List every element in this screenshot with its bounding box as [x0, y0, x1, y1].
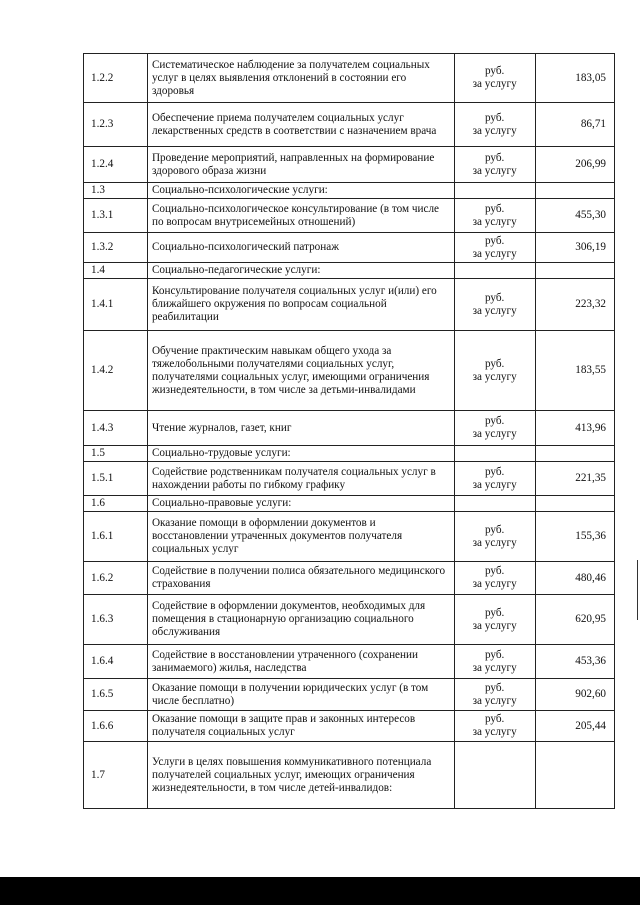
- scan-edge-mark: [637, 560, 638, 620]
- unit-cell: [454, 411, 535, 446]
- unit-per-service: за услугу: [472, 124, 517, 137]
- unit-per-service: за услугу: [472, 78, 517, 90]
- unit-per-service: за услугу: [472, 428, 517, 440]
- unit-cell: [454, 279, 535, 331]
- price-value: 221,35: [535, 462, 614, 496]
- item-number: 1.3.2: [84, 233, 148, 263]
- unit-currency: руб.: [484, 713, 505, 725]
- price-value: [535, 446, 614, 462]
- item-number: 1.3.1: [84, 199, 148, 233]
- services-price-table: [83, 53, 615, 809]
- price-value: [535, 496, 614, 512]
- unit-cell: [454, 199, 535, 233]
- table-row: [84, 711, 615, 742]
- unit-currency: руб.: [484, 681, 505, 694]
- table-row: [84, 54, 615, 103]
- item-number: 1.6.3: [84, 595, 148, 645]
- unit-per-service: за услугу: [472, 478, 517, 491]
- unit-cell: [454, 54, 535, 103]
- unit-cell: [454, 331, 535, 411]
- unit-cell: [454, 446, 535, 462]
- unit-per-service: за услугу: [472, 536, 517, 549]
- service-name: Оказание помощи в оформлении документов и восстановлении утраченных документов получателя социальных услуг: [147, 512, 454, 562]
- table-row: [84, 103, 615, 147]
- item-number: 1.3: [84, 183, 148, 199]
- item-number: 1.6.4: [84, 645, 148, 679]
- price-value: 86,71: [535, 103, 614, 147]
- table-row: [84, 645, 615, 679]
- unit-per-service: за услугу: [472, 619, 517, 632]
- unit-cell: [454, 263, 535, 279]
- table-row: [84, 147, 615, 183]
- table-row: [84, 263, 615, 279]
- table-row: [84, 595, 615, 645]
- unit-per-service: за услугу: [472, 304, 517, 317]
- item-number: 1.6.2: [84, 562, 148, 595]
- unit-currency: руб.: [484, 415, 505, 427]
- price-value: [535, 263, 614, 279]
- service-name: Содействие родственникам получателя социальных услуг в нахождении работы по гибкому графику: [147, 462, 454, 496]
- item-number: 1.2.2: [84, 54, 148, 103]
- unit-currency: руб.: [484, 357, 505, 370]
- item-number: 1.6.1: [84, 512, 148, 562]
- unit-cell: [454, 711, 535, 742]
- service-name: Социально-трудовые услуги:: [147, 446, 454, 462]
- service-name: Социально-психологический патронаж: [147, 233, 454, 263]
- price-value: 183,55: [535, 331, 614, 411]
- price-value: 223,32: [535, 279, 614, 331]
- service-name: Обеспечение приема получателем социальных услуг лекарственных средств в соответствии с назначением врача: [147, 103, 454, 147]
- service-name: Социально-правовые услуги:: [147, 496, 454, 512]
- unit-currency: руб.: [484, 523, 505, 536]
- unit-per-service: за услугу: [472, 370, 517, 383]
- service-name: Услуги в целях повышения коммуникативного потенциала получателей социальных услуг, имеющих ограничения жизнедеятельности, в том числе детей-инвалидов:: [147, 742, 454, 809]
- unit-cell: [454, 496, 535, 512]
- table-row: [84, 199, 615, 233]
- table-row: [84, 496, 615, 512]
- table-row: [84, 512, 615, 562]
- unit-currency: руб.: [484, 565, 505, 577]
- unit-currency: руб.: [484, 65, 505, 77]
- item-number: 1.6: [84, 496, 148, 512]
- service-name: Содействие в восстановлении утраченного (сохранении занимаемого) жилья, наследства: [147, 645, 454, 679]
- item-number: 1.4.1: [84, 279, 148, 331]
- service-name: Содействие в оформлении документов, необходимых для помещения в стационарную организацию социального обслуживания: [147, 595, 454, 645]
- item-number: 1.7: [84, 742, 148, 809]
- service-name: Содействие в получении полиса обязательного медицинского страхования: [147, 562, 454, 595]
- unit-cell: [454, 103, 535, 147]
- unit-per-service: за услугу: [472, 247, 517, 260]
- service-name: Систематическое наблюдение за получателем социальных услуг в целях выявления отклонений в состоянии его здоровья: [147, 54, 454, 103]
- price-value: 902,60: [535, 679, 614, 711]
- scan-bottom-border: [0, 877, 640, 905]
- item-number: 1.2.4: [84, 147, 148, 183]
- price-value: 480,46: [535, 562, 614, 595]
- price-value: 206,99: [535, 147, 614, 183]
- table-body: [84, 54, 615, 809]
- service-name: Социально-педагогические услуги:: [147, 263, 454, 279]
- price-value: 205,44: [535, 711, 614, 742]
- item-number: 1.6.5: [84, 679, 148, 711]
- table-row: [84, 183, 615, 199]
- unit-currency: руб.: [484, 606, 505, 619]
- unit-per-service: за услугу: [472, 164, 517, 177]
- price-value: 306,19: [535, 233, 614, 263]
- item-number: 1.4.2: [84, 331, 148, 411]
- item-number: 1.5.1: [84, 462, 148, 496]
- item-number: 1.5: [84, 446, 148, 462]
- unit-cell: [454, 679, 535, 711]
- service-name: Консультирование получателя социальных услуг и(или) его ближайшего окружения по вопросам социальной реабилитации: [147, 279, 454, 331]
- unit-cell: [454, 595, 535, 645]
- unit-per-service: за услугу: [472, 578, 517, 590]
- table-row: [84, 331, 615, 411]
- price-value: 455,30: [535, 199, 614, 233]
- unit-cell: [454, 512, 535, 562]
- table-row: [84, 562, 615, 595]
- unit-currency: руб.: [484, 234, 505, 247]
- price-value: 183,05: [535, 54, 614, 103]
- unit-currency: руб.: [484, 202, 505, 215]
- price-value: 453,36: [535, 645, 614, 679]
- unit-currency: руб.: [484, 465, 505, 478]
- unit-cell: [454, 562, 535, 595]
- unit-per-service: за услугу: [472, 661, 517, 674]
- service-name: Социально-психологическое консультирование (в том числе по вопросам внутрисемейных отношений): [147, 199, 454, 233]
- unit-currency: руб.: [484, 648, 505, 661]
- unit-currency: руб.: [484, 151, 505, 164]
- price-value: [535, 742, 614, 809]
- price-value: [535, 183, 614, 199]
- table-row: [84, 679, 615, 711]
- unit-cell: [454, 645, 535, 679]
- price-value: 155,36: [535, 512, 614, 562]
- unit-cell: [454, 742, 535, 809]
- table-row: [84, 233, 615, 263]
- unit-per-service: за услугу: [472, 694, 517, 707]
- unit-currency: руб.: [484, 111, 505, 124]
- item-number: 1.6.6: [84, 711, 148, 742]
- service-name: Чтение журналов, газет, книг: [147, 411, 454, 446]
- unit-currency: руб.: [484, 291, 505, 304]
- table-row: [84, 279, 615, 331]
- price-value: 413,96: [535, 411, 614, 446]
- table-row: [84, 742, 615, 809]
- table-row: [84, 411, 615, 446]
- unit-cell: [454, 147, 535, 183]
- service-name: Оказание помощи в защите прав и законных интересов получателя социальных услуг: [147, 711, 454, 742]
- price-value: 620,95: [535, 595, 614, 645]
- service-name: Обучение практическим навыкам общего ухода за тяжелобольными получателями социальных услуг, получателями социальных услуг, имеющими ограничения жизнедеятельности, в том числе за детьми-инвалидами: [147, 331, 454, 411]
- item-number: 1.2.3: [84, 103, 148, 147]
- service-name: Проведение мероприятий, направленных на формирование здорового образа жизни: [147, 147, 454, 183]
- item-number: 1.4.3: [84, 411, 148, 446]
- service-name: Оказание помощи в получении юридических услуг (в том числе бесплатно): [147, 679, 454, 711]
- table-row: [84, 462, 615, 496]
- unit-cell: [454, 183, 535, 199]
- unit-cell: [454, 233, 535, 263]
- table-row: [84, 446, 615, 462]
- unit-per-service: за услугу: [472, 215, 517, 228]
- item-number: 1.4: [84, 263, 148, 279]
- service-name: Социально-психологические услуги:: [147, 183, 454, 199]
- unit-cell: [454, 462, 535, 496]
- unit-per-service: за услугу: [472, 726, 517, 738]
